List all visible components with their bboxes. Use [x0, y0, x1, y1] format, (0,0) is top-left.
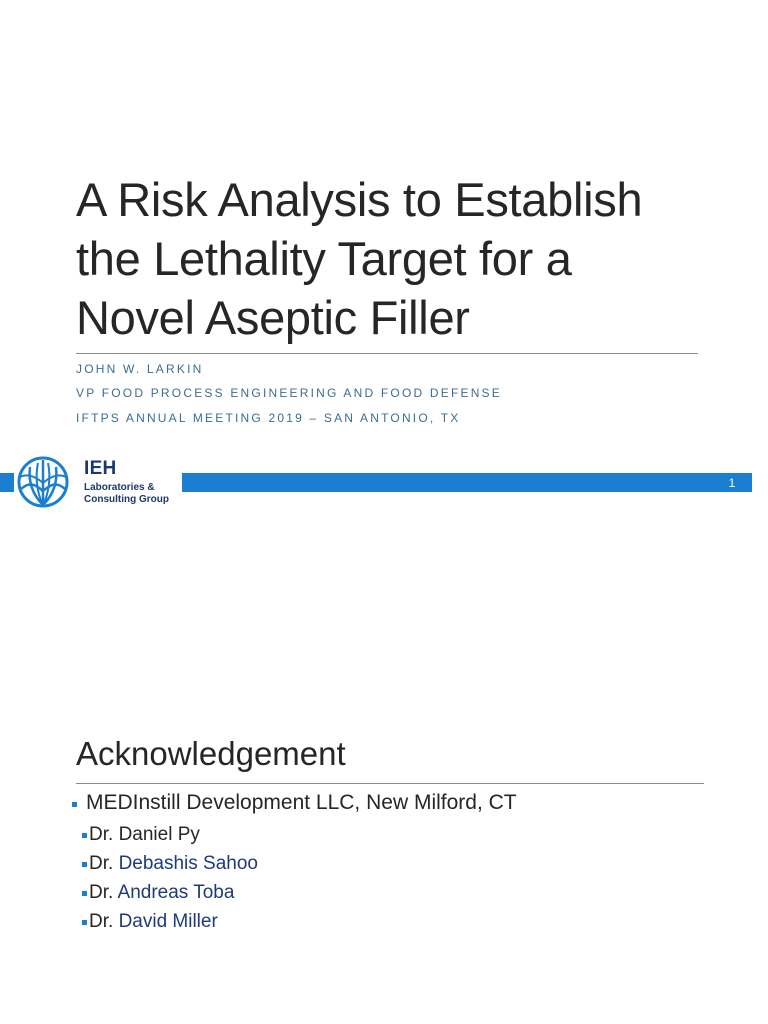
person-name: Debashis Sahoo — [118, 853, 258, 874]
square-bullet-icon — [82, 862, 87, 867]
event-name: IFTPS ANNUAL MEETING 2019 – SAN ANTONIO, TX — [76, 411, 461, 425]
square-bullet-icon — [82, 891, 87, 896]
title-divider — [76, 783, 704, 784]
globe-leaf-icon — [14, 455, 72, 510]
logo-subtitle-line: Consulting Group — [84, 494, 169, 505]
person-title: Dr. — [89, 911, 119, 932]
author-name: JOHN W. LARKIN — [76, 362, 204, 376]
company-logo — [14, 455, 182, 510]
person-title: Dr. — [89, 882, 118, 903]
person-name: Andreas Toba — [117, 882, 235, 903]
slide-title: Acknowledgement — [76, 735, 346, 772]
person-title: Dr. — [89, 853, 119, 874]
acknowledgement-slide — [0, 523, 768, 1024]
person-name: David Miller — [118, 911, 218, 932]
title-line: the Lethality Target for a — [76, 232, 572, 285]
logo-subtitle-line: Laboratories & — [84, 482, 155, 493]
title-line: A Risk Analysis to Establish — [76, 173, 643, 226]
square-bullet-icon — [82, 920, 87, 925]
square-bullet-icon — [72, 802, 77, 807]
slide-title — [76, 170, 736, 347]
title-line: Novel Aseptic Filler — [76, 291, 470, 344]
person-title: Dr. — [89, 824, 119, 845]
logo-name: IEH — [84, 458, 117, 479]
organization-name: MEDInstill Development LLC, New Milford, CT — [86, 791, 517, 814]
title-divider — [76, 353, 698, 354]
square-bullet-icon — [82, 833, 87, 838]
author-position: VP FOOD PROCESS ENGINEERING AND FOOD DEFENSE — [76, 386, 502, 400]
page-number: 1 — [728, 476, 736, 490]
logo-subtitle — [84, 482, 169, 506]
person-name: Daniel Py — [118, 824, 200, 845]
